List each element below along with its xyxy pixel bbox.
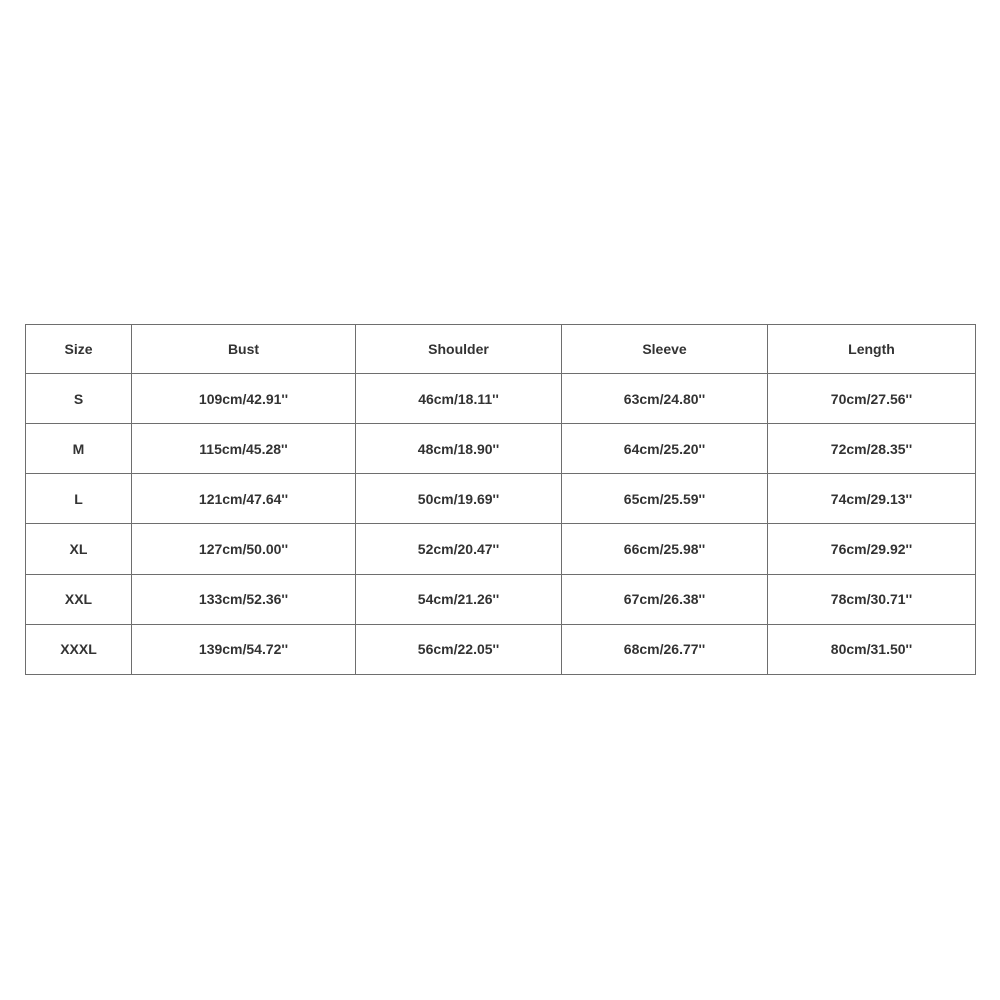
cell-size: XXL <box>26 574 132 624</box>
header-sleeve: Sleeve <box>562 325 768 374</box>
cell-length: 78cm/30.71'' <box>768 574 976 624</box>
cell-sleeve: 66cm/25.98'' <box>562 524 768 574</box>
cell-bust: 133cm/52.36'' <box>132 574 356 624</box>
cell-bust: 127cm/50.00'' <box>132 524 356 574</box>
cell-size: S <box>26 374 132 424</box>
size-chart-table <box>25 324 976 675</box>
table-row <box>26 374 976 424</box>
cell-shoulder: 50cm/19.69'' <box>356 474 562 524</box>
cell-bust: 115cm/45.28'' <box>132 424 356 474</box>
cell-bust: 109cm/42.91'' <box>132 374 356 424</box>
cell-shoulder: 54cm/21.26'' <box>356 574 562 624</box>
header-length: Length <box>768 325 976 374</box>
header-bust: Bust <box>132 325 356 374</box>
cell-sleeve: 68cm/26.77'' <box>562 624 768 674</box>
cell-shoulder: 48cm/18.90'' <box>356 424 562 474</box>
table-row <box>26 624 976 674</box>
cell-length: 76cm/29.92'' <box>768 524 976 574</box>
cell-sleeve: 64cm/25.20'' <box>562 424 768 474</box>
cell-length: 70cm/27.56'' <box>768 374 976 424</box>
cell-shoulder: 56cm/22.05'' <box>356 624 562 674</box>
cell-sleeve: 67cm/26.38'' <box>562 574 768 624</box>
cell-length: 80cm/31.50'' <box>768 624 976 674</box>
header-shoulder: Shoulder <box>356 325 562 374</box>
cell-size: L <box>26 474 132 524</box>
cell-size: M <box>26 424 132 474</box>
table-row <box>26 474 976 524</box>
cell-sleeve: 63cm/24.80'' <box>562 374 768 424</box>
cell-sleeve: 65cm/25.59'' <box>562 474 768 524</box>
table-row <box>26 524 976 574</box>
table-row <box>26 424 976 474</box>
header-size: Size <box>26 325 132 374</box>
cell-bust: 121cm/47.64'' <box>132 474 356 524</box>
cell-shoulder: 46cm/18.11'' <box>356 374 562 424</box>
table-row <box>26 574 976 624</box>
cell-length: 72cm/28.35'' <box>768 424 976 474</box>
cell-size: XL <box>26 524 132 574</box>
cell-length: 74cm/29.13'' <box>768 474 976 524</box>
table-header-row <box>26 325 976 374</box>
cell-shoulder: 52cm/20.47'' <box>356 524 562 574</box>
cell-bust: 139cm/54.72'' <box>132 624 356 674</box>
cell-size: XXXL <box>26 624 132 674</box>
